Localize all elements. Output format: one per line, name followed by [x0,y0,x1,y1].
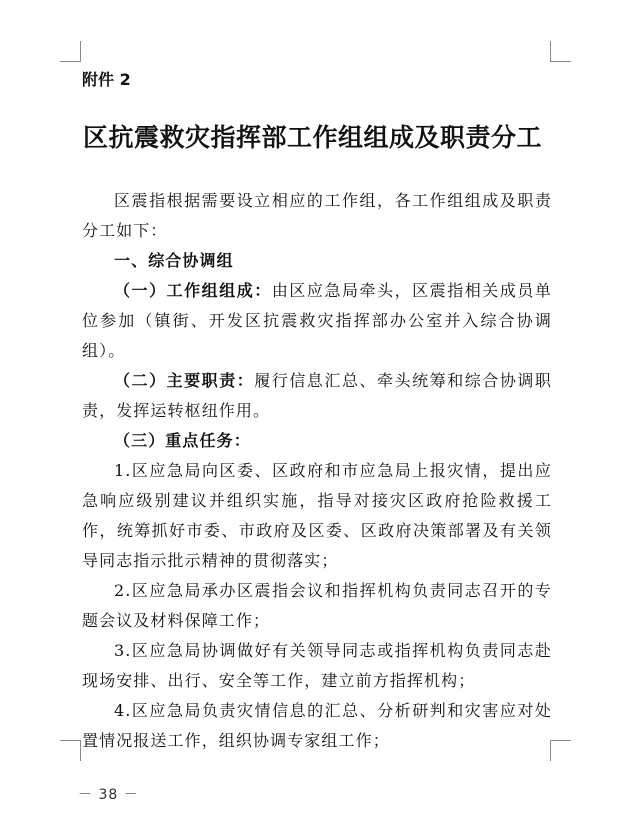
task-item: 1.区应急局向区委、区政府和市应急局上报灾情，提出应急响应级别建议并组织实施，指导对接灾区政府抢险救援工作，统筹抓好市委、市政府及区委、区政府决策部署及有关领导同志指示批示精神的贯彻落实； [82,461,552,570]
document-body [82,186,552,756]
page-number: － 38 － [78,787,139,803]
document-title: 区抗震救灾指挥部工作组组成及职责分工 [82,123,542,152]
tasks-label: （三）重点任务： [114,431,251,450]
attachment-label: 附件 2 [82,70,131,89]
crop-mark-bottom-left [60,740,81,761]
duties-paragraph [82,366,552,426]
crop-mark-bottom-right [550,740,571,761]
composition-paragraph [82,276,552,366]
duties-text: 履行信息汇总、牵头统筹和综合协调职责，发挥运转枢纽作用。 [82,371,552,420]
intro-paragraph: 区震指根据需要设立相应的工作组，各工作组组成及职责分工如下： [82,191,552,240]
task-item: 4.区应急局负责灾情信息的汇总、分析研判和灾害应对处置情况报送工作，组织协调专家组工作； [82,701,552,750]
composition-text: 由区应急局牵头，区震指相关成员单位参加（镇街、开发区抗震救灾指挥部办公室并入综合协调组）。 [82,281,552,360]
crop-mark-top-right [550,41,571,62]
duties-label: （二）主要职责： [114,371,255,390]
section-heading: 一、综合协调组 [114,251,234,270]
task-item: 2.区应急局承办区震指会议和指挥机构负责同志召开的专题会议及材料保障工作； [82,581,552,630]
crop-mark-top-left [60,41,81,62]
task-item: 3.区应急局协调做好有关领导同志或指挥机构负责同志赴现场安排、出行、安全等工作，建立前方指挥机构； [82,641,552,690]
composition-label: （一）工作组组成： [114,281,272,300]
